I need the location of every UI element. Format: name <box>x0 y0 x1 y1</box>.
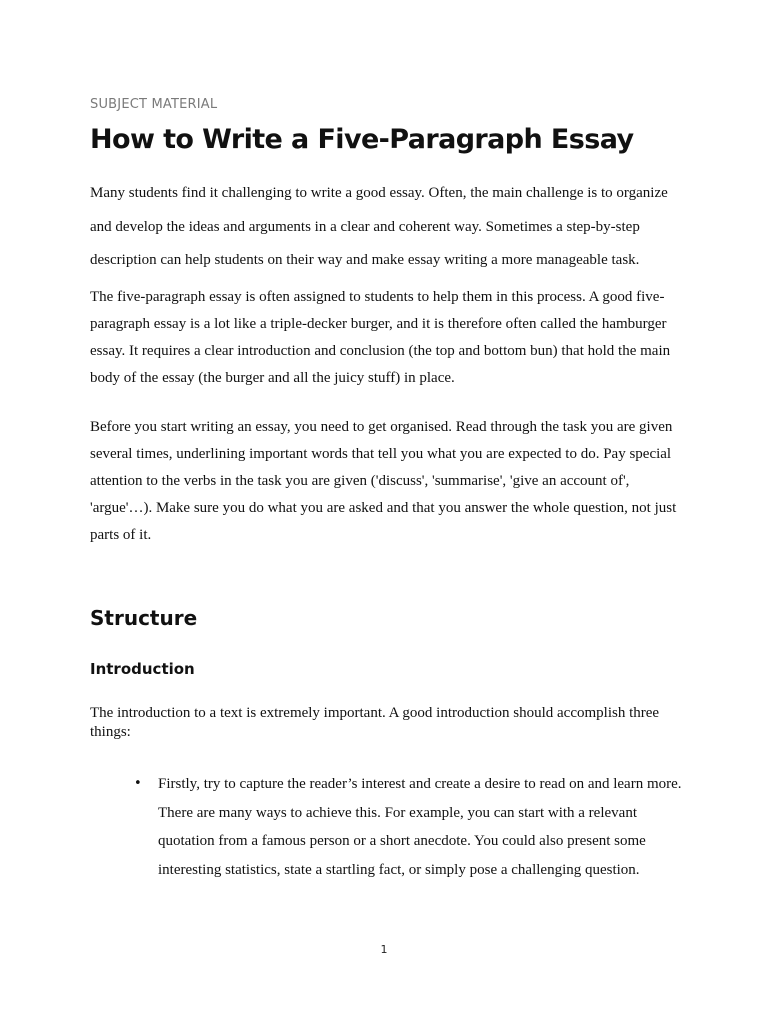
bullet-list <box>90 770 690 884</box>
paragraph-five-paragraph-essay: The five-paragraph essay is often assigned to students to help them in this process. A good five-paragraph essay is a lot like a triple-decker burger, and it is therefore often called the hamburger essay. It requires a clear introduction and conclusion (the top and bottom bun) that hold the main body of the essay (the burger and all the juicy stuff) in place. <box>90 289 671 386</box>
paragraph-introduction: The introduction to a text is extremely important. A good introduction should accomplish three things: <box>90 705 660 740</box>
subject-label: SUBJECT MATERIAL <box>90 97 218 112</box>
bullet-text: Firstly, try to capture the reader’s interest and create a desire to read on and learn more. There are many ways to achieve this. For example, you can start with a relevant quotation from a famous person or a short anecdote. You could also present some interesting statistics, state a startling fact, or simply pose a challenging question. <box>158 776 682 878</box>
list-item <box>90 770 690 884</box>
page-number: 1 <box>380 943 388 956</box>
paragraph-get-organised: Before you start writing an essay, you need to get organised. Read through the task you are given several times, underlining important words that tell you what you are expected to do. Pay special attention to the verbs in the task you are given ('discuss', 'summarise', 'give an account of', 'argue'…). Make sure you do what you are asked and that you answer the whole question, not just parts of it. <box>90 419 677 543</box>
document-title: How to Write a Five-Paragraph Essay <box>90 124 634 155</box>
bullet-icon: • <box>134 776 142 791</box>
paragraph-intro-1: Many students find it challenging to write a good essay. Often, the main challenge is to organize and develop the ideas and arguments in a clear and coherent way. Sometimes a step-by-step description can help students on their way and make essay writing a more manageable task. <box>90 185 668 268</box>
subsection-heading-introduction: Introduction <box>90 660 195 678</box>
section-heading-structure: Structure <box>90 606 198 630</box>
